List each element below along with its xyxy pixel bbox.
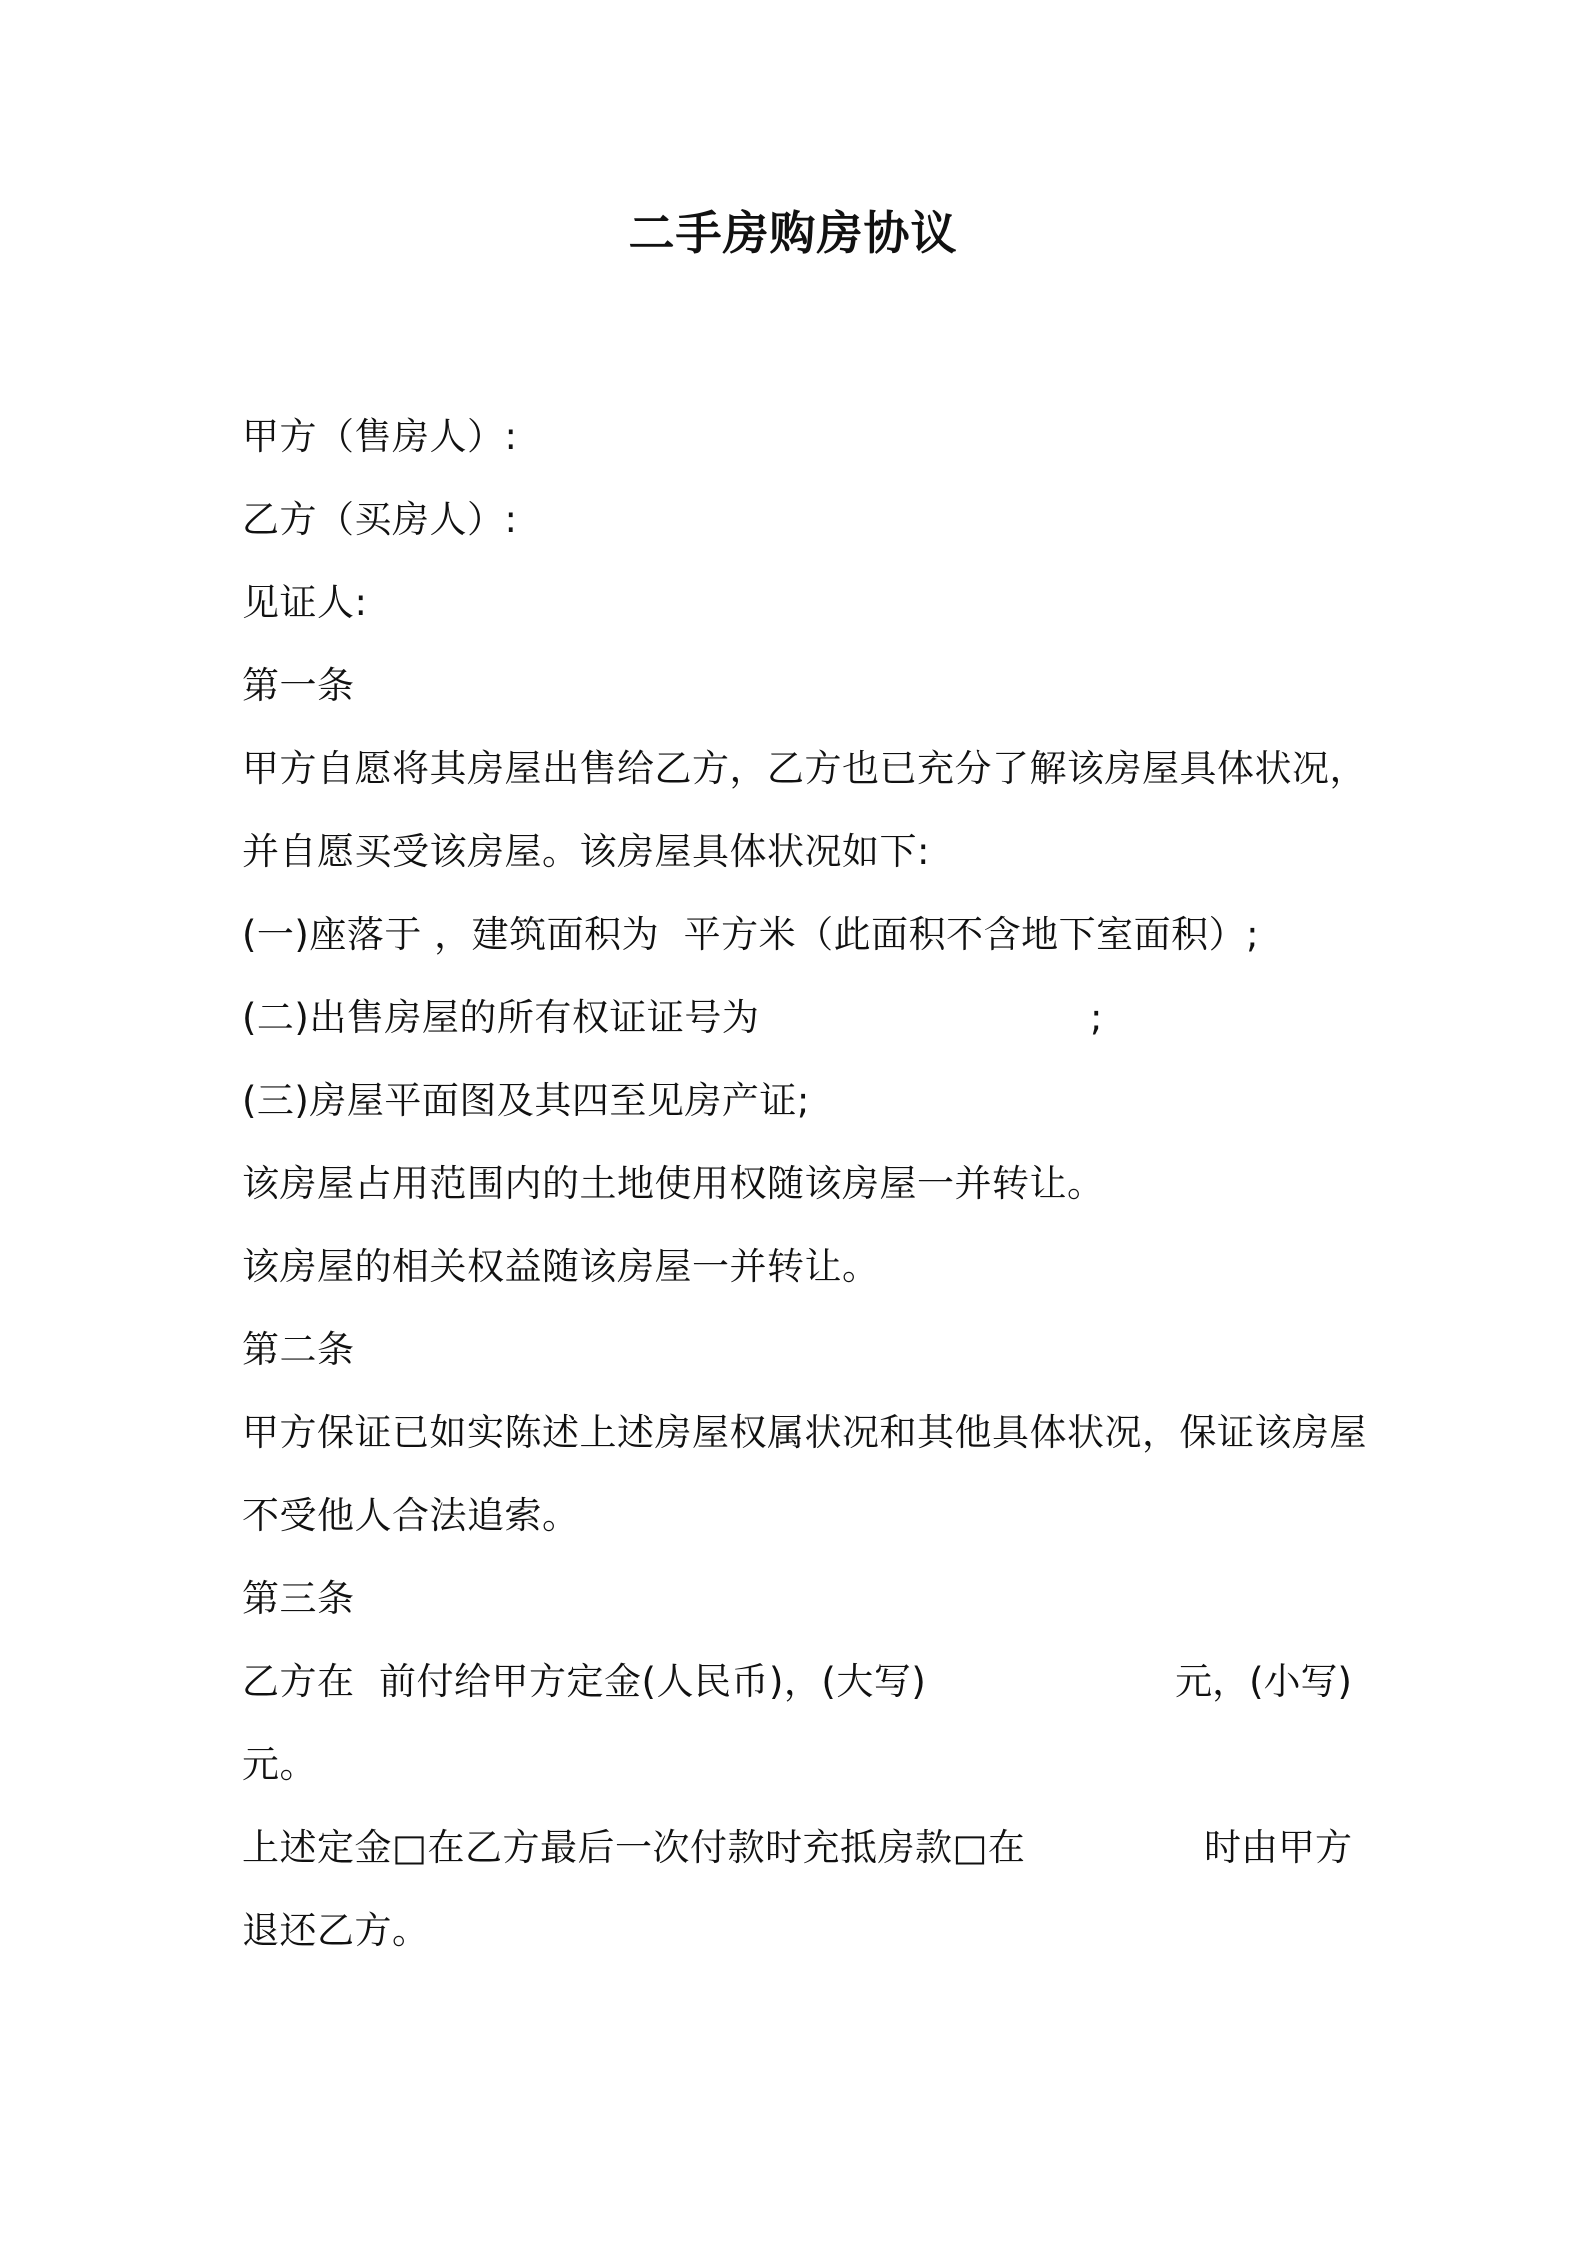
article-2-heading: 第二条 — [242, 1328, 355, 1371]
article-1-item-3: (三)房屋平面图及其四至见房产证; — [242, 1079, 810, 1122]
article-1-land-rights: 该房屋占用范围内的土地使用权随该房屋一并转让。 — [242, 1162, 1105, 1205]
document-title: 二手房购房协议 — [628, 206, 958, 260]
article-1-item-2-end: ; — [1090, 996, 1103, 1039]
article-1-heading: 第一条 — [242, 664, 355, 707]
article-3-heading: 第三条 — [242, 1577, 355, 1620]
article-3-line-3-right: 时由甲方 — [1204, 1826, 1352, 1869]
witness-label: 见证人: — [242, 581, 368, 624]
article-1-item-2: (二)出售房屋的所有权证证号为 — [242, 996, 760, 1039]
article-2-line-1: 甲方保证已如实陈述上述房屋权属状况和其他具体状况，保证该房屋 — [242, 1411, 1367, 1454]
article-3-line-1-right: 元，(小写) — [1175, 1660, 1352, 1703]
party-b-label: 乙方（买房人）: — [242, 498, 518, 541]
article-3-line-3-left: 上述定金□在乙方最后一次付款时充抵房款□在 — [242, 1826, 1026, 1869]
article-3-line-2: 元。 — [242, 1743, 317, 1786]
party-a-label: 甲方（售房人）: — [242, 415, 518, 458]
article-3-line-1-left: 乙方在 前付给甲方定金(人民币)，(大写) — [242, 1660, 927, 1703]
article-1-paragraph-line-1: 甲方自愿将其房屋出售给乙方，乙方也已充分了解该房屋具体状况， — [242, 747, 1367, 790]
article-3-line-4: 退还乙方。 — [242, 1909, 430, 1952]
article-1-related-rights: 该房屋的相关权益随该房屋一并转让。 — [242, 1245, 880, 1288]
article-1-paragraph-line-2: 并自愿买受该房屋。该房屋具体状况如下: — [242, 830, 930, 873]
article-2-line-2: 不受他人合法追索。 — [242, 1494, 580, 1537]
article-1-item-1: (一)座落于 ，建筑面积为 平方米（此面积不含地下室面积）; — [242, 913, 1260, 956]
